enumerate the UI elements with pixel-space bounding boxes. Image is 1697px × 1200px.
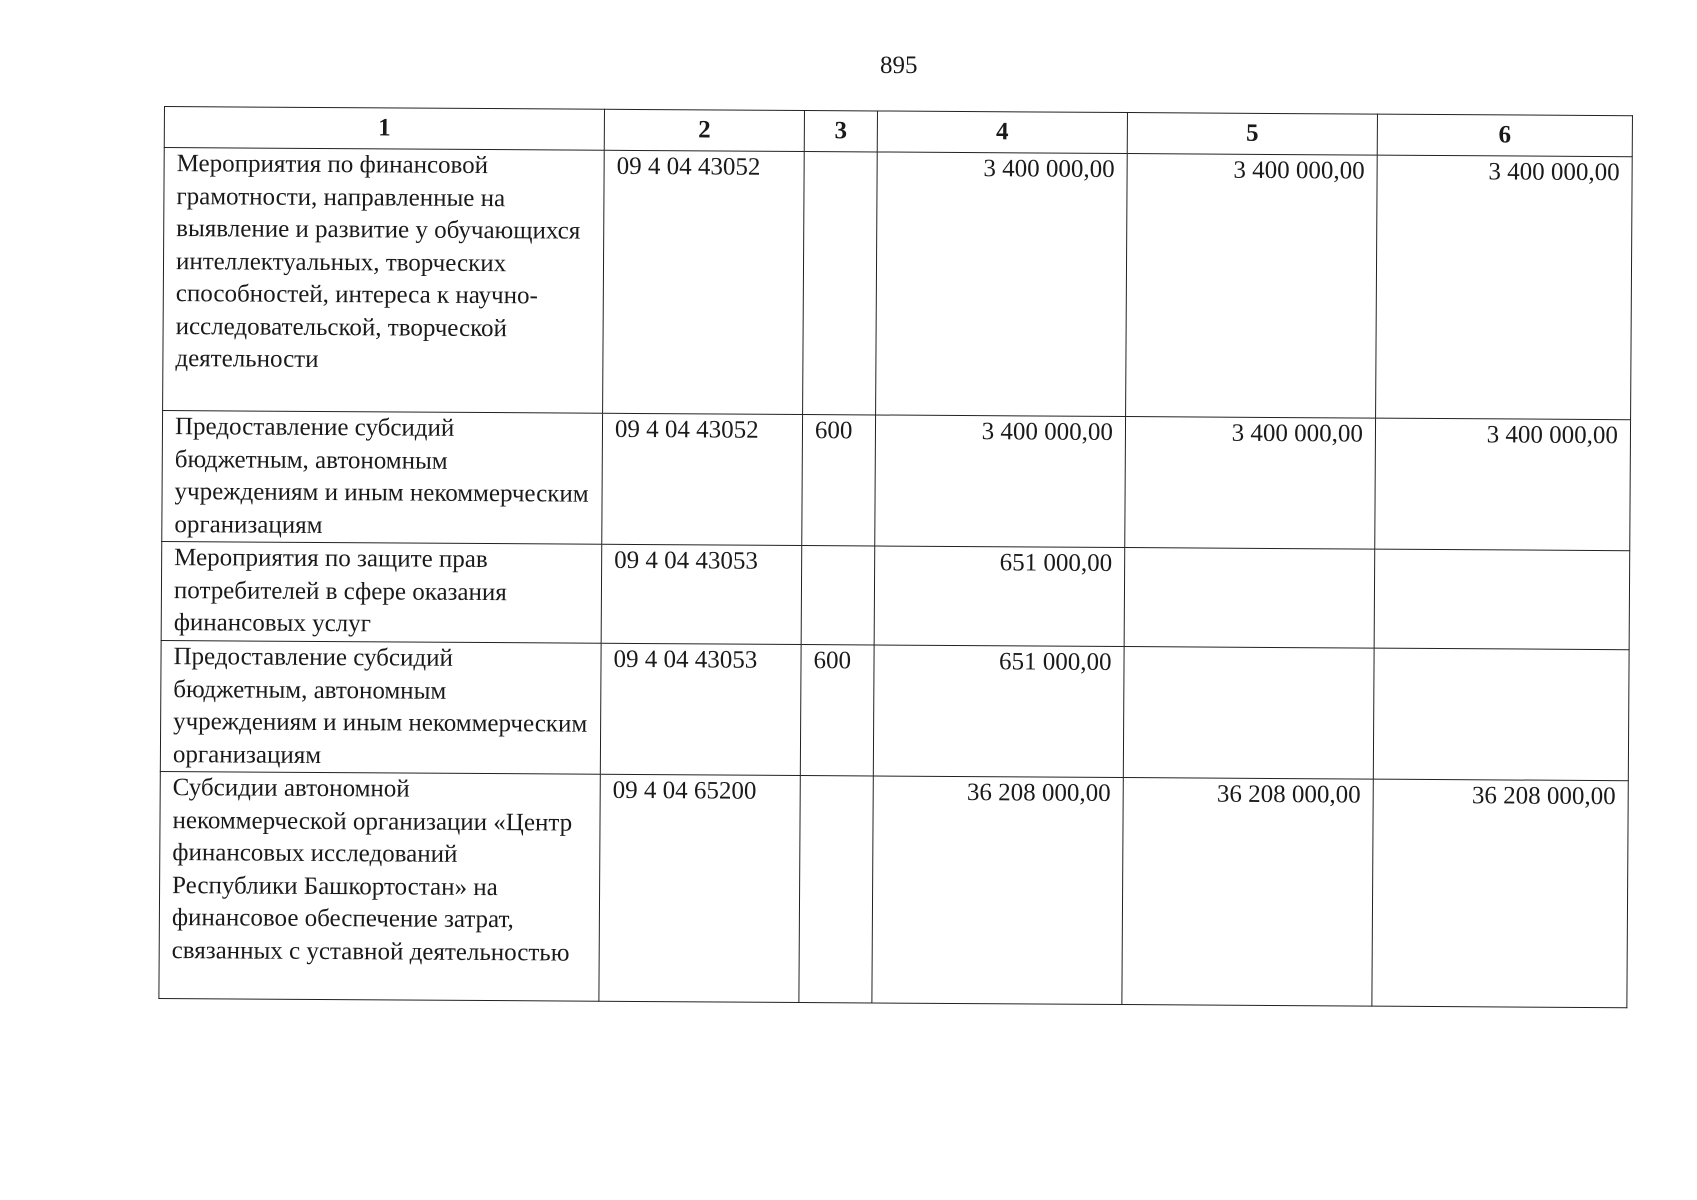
row-amount-5 [1123, 647, 1374, 780]
column-header-3: 3 [804, 111, 877, 152]
row-name: Предоставление субсидий бюджетным, автономным учреждениям и иным некоммерческим организациям [162, 410, 603, 544]
row-amount-5: 3 400 000,00 [1126, 154, 1378, 419]
row-amount-5: 3 400 000,00 [1125, 417, 1376, 550]
row-code: 09 4 04 43053 [600, 643, 801, 775]
row-amount-6: 36 208 000,00 [1372, 779, 1628, 1008]
table-row [159, 771, 1628, 1007]
row-amount-4: 651 000,00 [874, 546, 1125, 647]
row-expense-type: 600 [800, 645, 874, 776]
row-amount-5: 36 208 000,00 [1122, 778, 1373, 1007]
row-amount-6: 3 400 000,00 [1375, 418, 1631, 551]
column-header-2: 2 [604, 109, 804, 151]
row-expense-type [799, 776, 873, 1003]
row-amount-4: 36 208 000,00 [872, 776, 1123, 1005]
row-amount-4: 3 400 000,00 [875, 415, 1126, 548]
row-name: Субсидии автономной некоммерческой организации «Центр финансовых исследований Республики Башкортостан» на финансовое обеспечение затрат, связанных с уставной деятельностью [159, 771, 600, 1001]
column-header-5: 5 [1127, 113, 1377, 156]
row-code: 09 4 04 43053 [601, 544, 802, 644]
row-expense-type: 600 [802, 415, 876, 546]
table-row [160, 640, 1629, 780]
row-name: Мероприятия по защите прав потребителей в сфере оказания финансовых услуг [161, 541, 602, 643]
table-row [161, 541, 1630, 649]
row-code: 09 4 04 65200 [599, 774, 800, 1002]
row-expense-type [803, 152, 878, 415]
row-code: 09 4 04 43052 [603, 150, 805, 414]
column-header-1: 1 [164, 107, 604, 151]
budget-table [158, 106, 1633, 1008]
row-code: 09 4 04 43052 [602, 413, 803, 545]
row-expense-type [801, 546, 875, 645]
row-amount-6: 3 400 000,00 [1376, 155, 1633, 420]
row-amount-6 [1373, 648, 1629, 781]
row-amount-4: 651 000,00 [873, 645, 1124, 778]
row-amount-6 [1374, 549, 1630, 650]
row-name: Предоставление субсидий бюджетным, автономным учреждениям и иным некоммерческим организациям [160, 640, 601, 774]
row-amount-4: 3 400 000,00 [876, 152, 1128, 417]
page-number: 895 [880, 52, 918, 79]
table-row [162, 410, 1631, 550]
row-amount-5 [1124, 548, 1375, 649]
row-name: Мероприятия по финансовой грамотности, направленные на выявление и развитие у обучающихся интеллектуальных, творческих способностей, интереса к научно-исследовательской, творческой деятельности [163, 148, 605, 414]
column-header-6: 6 [1377, 114, 1632, 157]
table-row [163, 148, 1633, 420]
column-header-4: 4 [877, 111, 1127, 154]
